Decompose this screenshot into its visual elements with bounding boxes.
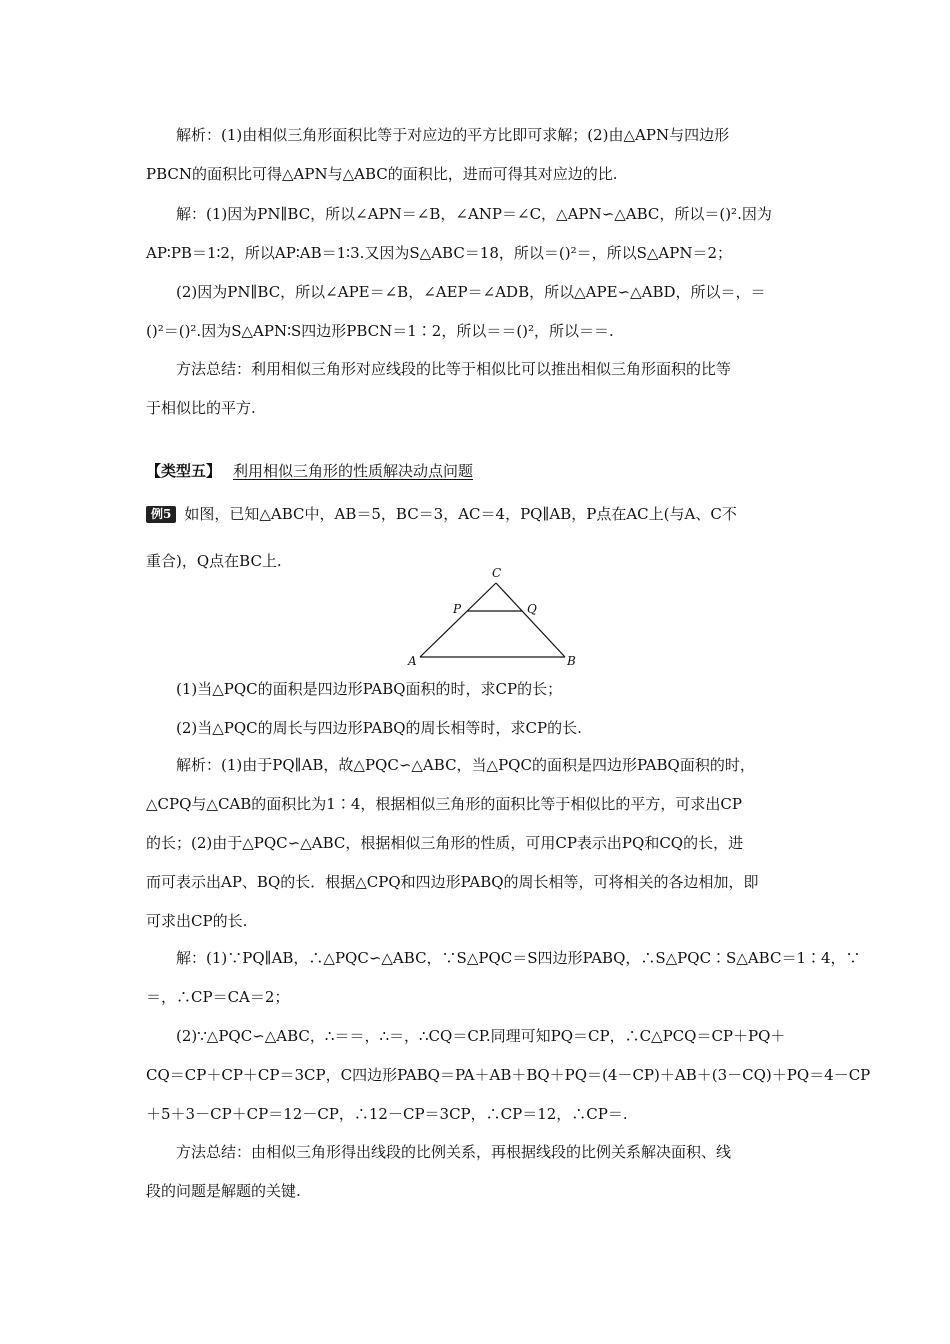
text-line: 解：(1)∵PQ∥AB，∴△PQC∽△ABC，∵S△PQC＝S四边形PABQ，∴S△PQC∶S△ABC＝1∶4，∵: [176, 949, 861, 967]
text-line: 解析：(1)由相似三角形面积比等于对应边的平方比即可求解；(2)由△APN与四边形: [176, 126, 730, 144]
label-b: B: [567, 654, 576, 668]
solution-paragraph-1: [146, 195, 810, 351]
solution-paragraph-2: [146, 939, 871, 1134]
text-line: 方法总结：利用相似三角形对应线段的比等于相似比可以推出相似三角形面积的比等: [176, 360, 732, 378]
text-line: 于相似比的平方.: [146, 399, 256, 417]
text-line: ＋5＋3－CP＋CP＝12－CP，∴12－CP＝3CP，∴CP＝12，∴CP＝.: [146, 1105, 628, 1123]
method-summary-2: [146, 1133, 810, 1211]
text-line: 而可表示出AP、BQ的长．根据△CPQ和四边形PABQ的周长相等，可将相关的各边相加，即: [146, 873, 759, 891]
section-title: 利用相似三角形的性质解决动点问题: [233, 462, 474, 480]
example-badge: 例5: [146, 506, 176, 523]
text-line: ＝，∴CP＝CA＝2；: [146, 988, 290, 1006]
label-q: Q: [527, 602, 537, 616]
triangle-figure: [400, 565, 590, 670]
analysis-paragraph-1: [146, 116, 810, 194]
question-2: (2)当△PQC的周长与四边形PABQ的周长相等时，求CP的长.: [176, 719, 582, 737]
text-line: 方法总结：由相似三角形得出线段的比例关系，再根据线段的比例关系解决面积、线: [176, 1143, 732, 1161]
side-ac: [420, 583, 496, 657]
text-line: [146, 491, 810, 538]
text-line: 段的问题是解题的关键.: [146, 1182, 301, 1200]
label-a: A: [408, 654, 417, 668]
text-line: 可求出CP的长.: [146, 912, 248, 930]
label-c: C: [492, 566, 502, 580]
example-text: 如图，已知△ABC中，AB＝5，BC＝3，AC＝4，PQ∥AB，P点在AC上(与A、C不: [184, 505, 737, 523]
text-line: PBCN的面积比可得△APN与△ABC的面积比，进而可得其对应边的比.: [146, 165, 618, 183]
text-line: CQ＝CP＋CP＋CP＝3CP，C四边形PABQ＝PA＋AB＋BQ＋PQ＝(4－CP)＋AB＋(3－CQ)＋PQ＝4－CP: [146, 1066, 871, 1084]
text-line: AP∶PB＝1∶2，所以AP∶AB＝1∶3.又因为S△ABC＝18，所以＝()²＝，所以S△APN＝2；: [146, 244, 733, 262]
text-line: (2)因为PN∥BC，所以∠APE＝∠B，∠AEP＝∠ADB，所以△APE∽△ABD，所以＝，＝: [176, 283, 766, 301]
triangle-diagram: [400, 565, 590, 670]
side-bc: [496, 583, 565, 657]
method-summary-1: [146, 350, 810, 428]
text-line: 解：(1)因为PN∥BC，所以∠APN＝∠B，∠ANP＝∠C，△APN∽△ABC，所以＝()².因为: [176, 205, 772, 223]
section-type-label: 【类型五】: [146, 462, 222, 480]
text-line: 重合)，Q点在BC上.: [146, 552, 282, 570]
text-line: 解析：(1)由于PQ∥AB，故△PQC∽△ABC，当△PQC的面积是四边形PABQ面积的时，: [176, 756, 755, 774]
label-p: P: [453, 602, 462, 616]
text-line: ()²＝()².因为S△APN∶S四边形PBCN＝1∶2，所以＝＝()²，所以＝＝.: [146, 322, 614, 340]
analysis-paragraph-2: [146, 746, 810, 941]
text-line: (2)∵△PQC∽△ABC，∴＝＝，∴＝，∴CQ＝CP.同理可知PQ＝CP，∴C△PCQ＝CP＋PQ＋: [176, 1027, 786, 1045]
questions: [146, 670, 810, 748]
text-line: △CPQ与△CAB的面积比为1∶4，根据相似三角形的面积比等于相似比的平方，可求出CP: [146, 795, 742, 813]
section-heading: [146, 459, 473, 483]
question-1: (1)当△PQC的面积是四边形PABQ面积的时，求CP的长；: [176, 680, 563, 698]
text-line: 的长；(2)由于△PQC∽△ABC，根据相似三角形的性质，可用CP表示出PQ和CQ的长，进: [146, 834, 744, 852]
